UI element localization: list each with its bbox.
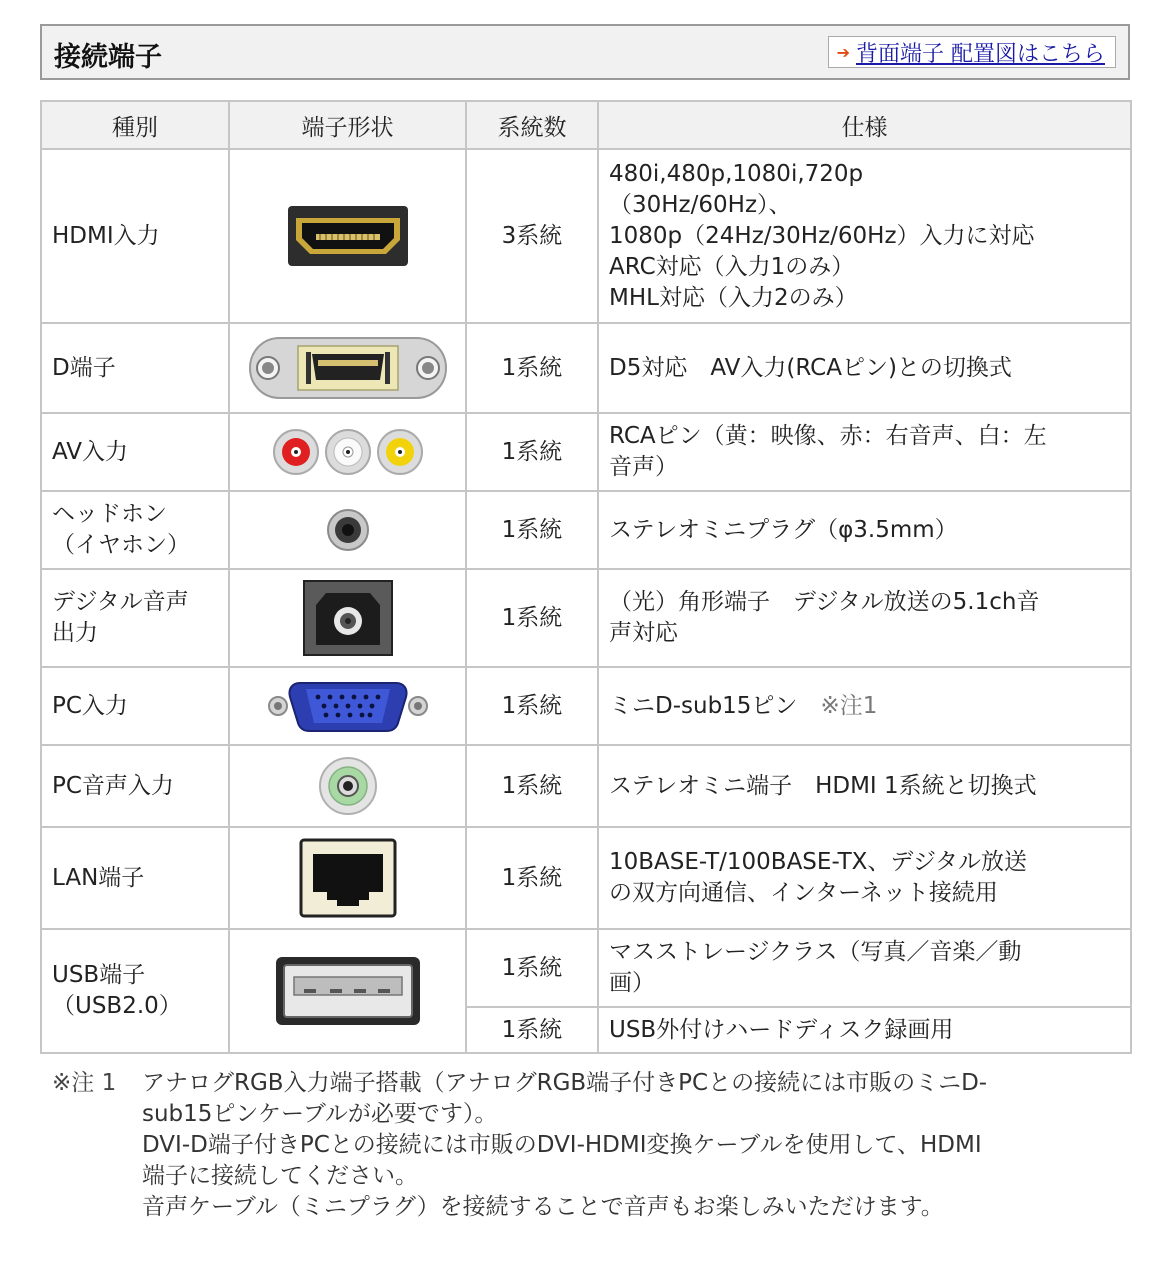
table-header-row [41,101,1131,149]
type-cell [41,667,229,745]
d-terminal-port-icon [246,334,450,402]
count-label: 1系統 [501,954,563,981]
type-label: LAN端子 [52,864,145,891]
spec-line: （光）角形端子 デジタル放送の5.1ch音 [609,589,1040,615]
spec-line: 声対応 [609,620,678,646]
spec-line: 画） [609,970,655,996]
type-cell [41,929,229,1053]
count-cell [466,827,598,929]
table-row-d-terminal [41,323,1131,413]
table-row-headphone [41,491,1131,569]
spec-cell [598,745,1131,827]
spec-line: （30Hz/60Hz）、 [609,191,792,218]
pc-audio-jack-icon [317,755,379,817]
column-header-spec: 仕様 [598,101,1131,149]
section-title: 接続端子 [54,42,162,73]
table-row-av [41,413,1131,491]
rear-terminal-layout-link[interactable] [828,36,1116,68]
spec-cell [598,323,1131,413]
spec-line: USB外付けハードディスク録画用 [609,1016,954,1043]
type-label-sub: 出力 [52,620,98,646]
spec-cell [598,827,1131,929]
type-label-sub: （イヤホン） [52,532,190,558]
footnote-line: 端子に接続してください。 [142,1163,418,1189]
count-label: 1系統 [501,354,563,381]
optical-audio-port-icon [302,579,394,657]
count-label: 1系統 [501,1016,563,1043]
spec-note-ref: ※注1 [820,692,878,719]
count-label: 1系統 [501,438,563,465]
usb-port-icon [274,955,422,1027]
hdmi-port-icon [286,204,410,268]
type-cell [41,827,229,929]
spec-cell [598,149,1131,323]
spec-cell [598,1007,1131,1053]
table-row-pc-input [41,667,1131,745]
spec-cell [598,413,1131,491]
count-label: 1系統 [501,692,563,719]
spec-line: ミニD-sub15ピン [609,692,821,719]
shape-cell [229,413,466,491]
type-label: D端子 [52,354,116,381]
count-label: 1系統 [501,516,563,543]
count-cell [466,929,598,1007]
spec-line: ARC対応（入力1のみ） [609,253,855,280]
type-label: AV入力 [52,438,128,465]
shape-cell [229,323,466,413]
count-cell [466,491,598,569]
count-cell [466,1007,598,1053]
footnote-line: sub15ピンケーブルが必要です）。 [142,1101,498,1127]
type-label: USB端子 [52,962,146,988]
type-cell [41,413,229,491]
type-label: PC音声入力 [52,772,174,799]
count-cell [466,667,598,745]
count-cell [466,745,598,827]
spec-line: MHL対応（入力2のみ） [609,284,858,311]
spec-cell [598,569,1131,667]
type-cell [41,745,229,827]
spec-line: マスストレージクラス（写真／音楽／動 [609,939,1022,965]
shape-cell [229,491,466,569]
type-label: HDMI入力 [52,222,160,249]
type-label: ヘッドホン [52,501,167,527]
footnote [52,1068,1122,1223]
spec-cell [598,491,1131,569]
spec-cell [598,929,1131,1007]
footnote-line: アナログRGB入力端子搭載（アナログRGB端子付きPCとの接続には市販のミニD- [142,1070,988,1096]
footnote-body [142,1068,1122,1223]
terminal-spec-table [40,100,1132,1054]
vga-port-icon [266,679,430,733]
table-row-hdmi [41,149,1131,323]
section-header [40,24,1130,80]
lan-port-icon [299,838,397,918]
footnote-label: ※注 1 [52,1070,117,1096]
headphone-jack-icon [325,507,371,553]
table-row-pc-audio [41,745,1131,827]
type-label: デジタル音声 [52,589,189,615]
table-row-lan [41,827,1131,929]
shape-cell [229,745,466,827]
count-label: 1系統 [501,864,563,891]
type-label-sub: （USB2.0） [52,993,182,1019]
count-label: 1系統 [501,604,563,631]
spec-line: ステレオミニ端子 HDMI 1系統と切換式 [609,772,1037,799]
spec-cell [598,667,1131,745]
type-cell [41,491,229,569]
column-header-count: 系統数 [466,101,598,149]
spec-line: ステレオミニプラグ（φ3.5mm） [609,516,958,543]
arrow-right-icon: ➔ [836,42,850,62]
type-cell [41,323,229,413]
column-header-type: 種別 [41,101,229,149]
count-cell [466,149,598,323]
shape-cell [229,929,466,1053]
count-cell [466,569,598,667]
type-cell [41,149,229,323]
spec-line: の双方向通信、インターネット接続用 [609,880,998,906]
spec-line: 10BASE-T/100BASE-TX、デジタル放送 [609,849,1028,875]
spec-line: 1080p（24Hz/30Hz/60Hz）入力に対応 [609,222,1035,249]
type-label: PC入力 [52,692,128,719]
shape-cell [229,827,466,929]
rca-av-ports-icon [271,427,425,477]
table-row-usb [41,929,1131,1007]
spec-line: D5対応 AV入力(RCAピン)との切換式 [609,354,1012,381]
count-label: 3系統 [501,222,563,249]
spec-line: 480i,480p,1080i,720p [609,160,864,187]
footnote-line: DVI-D端子付きPCとの接続には市販のDVI-HDMI変換ケーブルを使用して、HDMI [142,1132,982,1158]
table-row-digital-audio [41,569,1131,667]
spec-line: RCAピン（黄：映像、赤：右音声、白：左 [609,423,1047,449]
count-cell [466,323,598,413]
column-header-shape: 端子形状 [229,101,466,149]
type-cell [41,569,229,667]
spec-line: 音声） [609,454,678,480]
shape-cell [229,569,466,667]
footnote-line: 音声ケーブル（ミニプラグ）を接続することで音声もお楽しみいただけます。 [142,1194,944,1220]
shape-cell [229,149,466,323]
count-cell [466,413,598,491]
count-label: 1系統 [501,772,563,799]
rear-terminal-layout-link-label: 背面端子 配置図はこちら [856,41,1105,67]
shape-cell [229,667,466,745]
